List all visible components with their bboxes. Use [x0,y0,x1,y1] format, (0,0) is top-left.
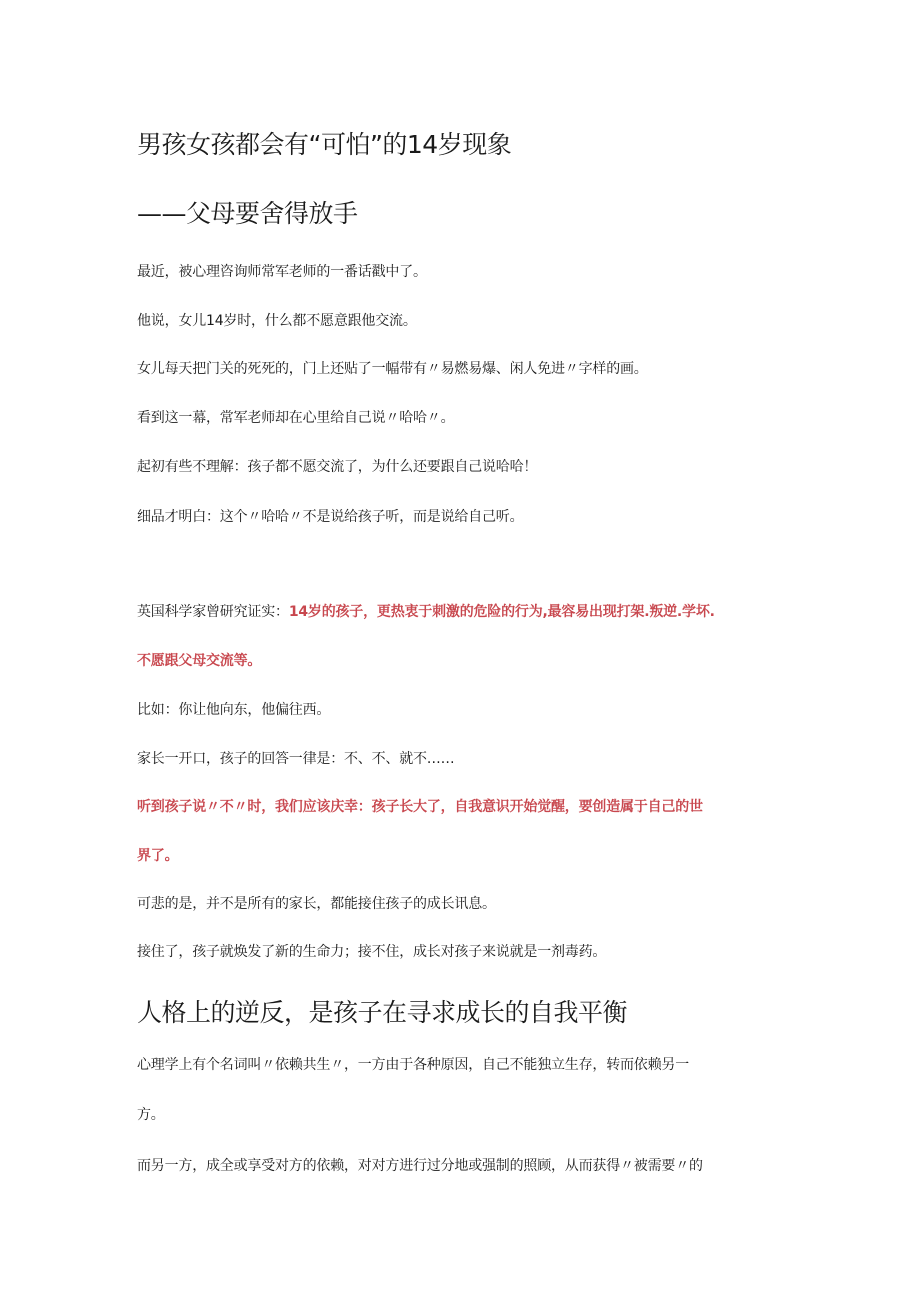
closing-paragraph-2: 接住了，孩子就焕发了新的生命力；接不住，成长对孩子来说就是一剂毒药。 [137,944,607,960]
section-heading: 人格上的逆反，是孩子在寻求成长的自我平衡 [137,998,628,1027]
intro-paragraph-2: 他说，女儿14岁时，什么都不愿意跟他交流。 [137,313,417,329]
example-paragraph-2: 家长一开口，孩子的回答一律是：不、不、就不…… [137,751,455,767]
research-highlight-continued: 不愿跟父母交流等。 [137,653,262,669]
insight-paragraph-continued: 界了。 [137,848,179,864]
section-paragraph-2: 而另一方，成全或享受对方的依赖，对对方进行过分地或强制的照顾，从而获得〃被需要〃的 [137,1158,703,1174]
research-paragraph [137,601,715,621]
intro-paragraph-5: 起初有些不理解：孩子都不愿交流了，为什么还要跟自己说哈哈！ [137,459,538,475]
section-paragraph-1-continued: 方。 [137,1107,165,1123]
research-prefix: 英国科学家曾研究证实： [137,604,289,620]
insight-paragraph: 听到孩子说〃不〃时，我们应该庆幸：孩子长大了，自我意识开始觉醒，要创造属于自己的世 [137,799,703,815]
closing-paragraph-1: 可悲的是，并不是所有的家长，都能接住孩子的成长讯息。 [137,896,496,912]
section-paragraph-1: 心理学上有个名词叫〃依赖共生〃，一方由于各种原因，自己不能独立生存，转而依赖另一 [137,1057,689,1073]
article-title: 男孩女孩都会有“可怕”的14岁现象 [137,130,512,159]
research-highlight: 14岁的孩子，更热衷于刺激的危险的行为,最容易出现打架.叛逆.学坏. [288,604,715,620]
intro-paragraph-3: 女儿每天把门关的死死的，门上还贴了一幅带有〃易燃易爆、闲人免进〃字样的画。 [137,361,648,377]
intro-paragraph-1: 最近，被心理咨询师常军老师的一番话戳中了。 [137,264,427,280]
article-subtitle: ——父母要舍得放手 [137,199,358,228]
example-paragraph-1: 比如：你让他向东，他偏往西。 [137,702,331,718]
intro-paragraph-6: 细品才明白：这个〃哈哈〃不是说给孩子听，而是说给自己听。 [137,509,524,525]
intro-paragraph-4: 看到这一幕，常军老师却在心里给自己说〃哈哈〃。 [137,410,455,426]
